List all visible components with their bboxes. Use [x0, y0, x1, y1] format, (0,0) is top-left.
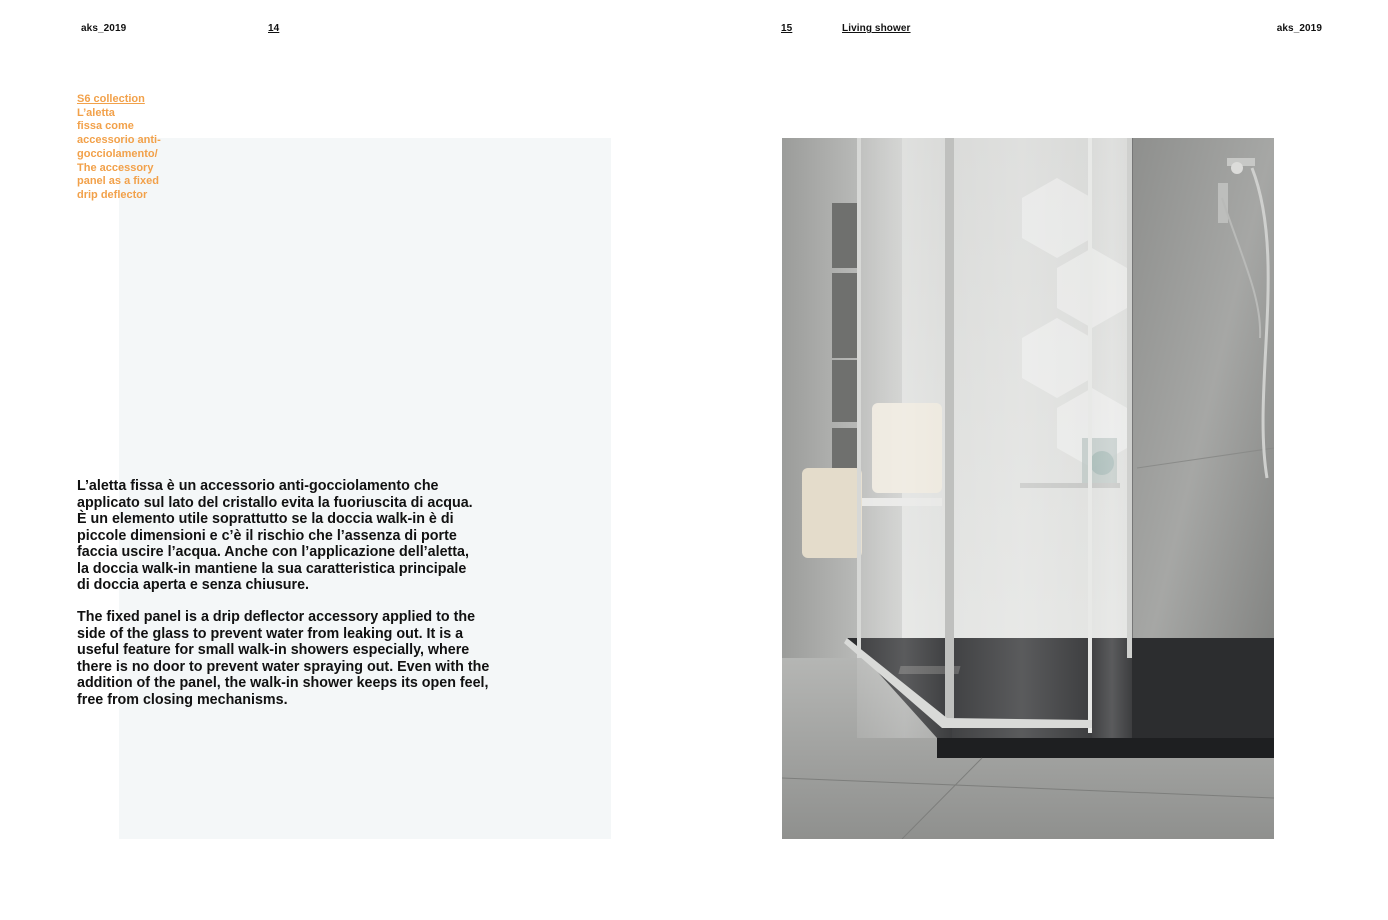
collection-link[interactable]: S6 collection: [77, 93, 145, 105]
brand-label-left: aks_2019: [81, 23, 127, 34]
photo-caption: [77, 93, 177, 203]
italian-paragraph: L’aletta fissa è un accessorio anti-gocciolamento che applicato sul lato del cristallo evita la fuoriuscita di acqua. È un elemento utile soprattutto se la doccia walk-in è di piccole dimensioni e c’è il rischio che l’assenza di porte faccia uscire l’acqua. Anche con l’applicazione dell’aletta, la doccia walk-in mantiene la sua caratteristica principale di doccia aperta e senza chiusure.: [77, 478, 473, 593]
english-paragraph: The fixed panel is a drip deflector accessory applied to the side of the glass to prevent water from leaking out. It is a useful feature for small walk-in showers especially, where there is no door to prevent water spraying out. Even with the addition of the panel, the walk-in shower keeps its open feel, free from closing mechanisms.: [77, 609, 490, 708]
section-title[interactable]: Living shower: [842, 23, 911, 34]
caption-body: L’aletta fissa come accessorio anti- gocciolamento/ The accessory panel as a fixed drip deflector: [77, 106, 161, 201]
page-number-right[interactable]: 15: [781, 23, 793, 34]
page-number-left[interactable]: 14: [268, 23, 280, 34]
shower-photo: [782, 138, 1274, 839]
brand-label-right: aks_2019: [1276, 23, 1322, 34]
